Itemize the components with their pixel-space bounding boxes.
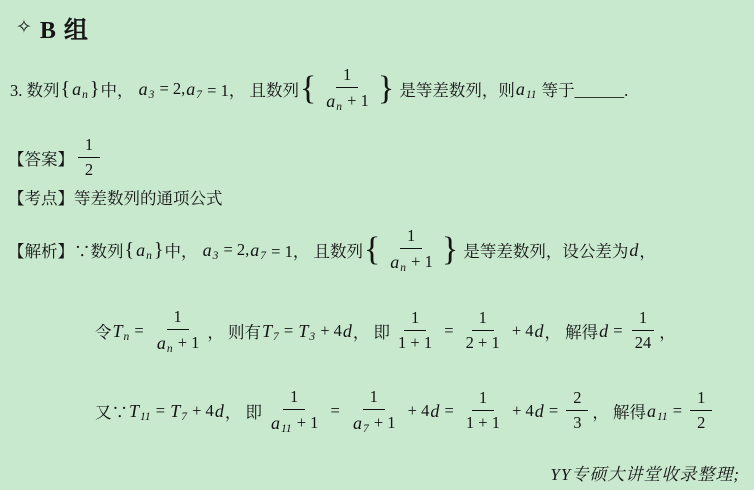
fraction bbox=[690, 388, 712, 433]
text-run: 1 bbox=[478, 308, 487, 328]
text-run: 又∵ bbox=[95, 403, 128, 422]
fraction bbox=[462, 388, 504, 433]
text-run: = bbox=[279, 321, 298, 340]
math-subscript: n bbox=[400, 262, 407, 275]
text-run: 2 + 1 bbox=[465, 333, 500, 352]
math-variable: a bbox=[515, 78, 525, 99]
math-subscript: 3 bbox=[309, 331, 316, 343]
fraction-numerator bbox=[472, 388, 494, 411]
fraction-numerator bbox=[78, 135, 100, 158]
fraction bbox=[566, 388, 588, 433]
math-variable: a bbox=[352, 413, 362, 434]
math-subscript: 11 bbox=[140, 411, 151, 423]
math-variable: a bbox=[72, 78, 82, 99]
math-variable: a bbox=[138, 78, 148, 99]
text-run: 3 bbox=[573, 413, 582, 432]
math-subscript: n bbox=[123, 331, 130, 343]
fraction-denominator bbox=[321, 88, 373, 113]
fraction-numerator bbox=[400, 226, 422, 249]
brace-glyph: } bbox=[153, 238, 164, 261]
math-subscript: n bbox=[146, 250, 152, 262]
text-run: + 4 bbox=[403, 401, 430, 420]
text-run: = bbox=[609, 321, 627, 340]
fraction bbox=[152, 307, 204, 354]
text-run: 1 bbox=[290, 387, 299, 407]
fraction-numerator bbox=[566, 388, 588, 411]
analysis-line bbox=[8, 215, 656, 285]
math-variable: d bbox=[629, 239, 639, 260]
fraction bbox=[321, 65, 373, 112]
math-variable: T bbox=[298, 320, 309, 341]
problem-statement bbox=[10, 54, 628, 124]
text-run: + 4 bbox=[188, 401, 214, 420]
fraction bbox=[462, 308, 504, 353]
math-variable: d bbox=[534, 400, 544, 421]
text-run: ， 解得 bbox=[592, 403, 646, 422]
fraction-denominator bbox=[81, 158, 97, 181]
fraction bbox=[385, 226, 437, 273]
math-variable: d bbox=[430, 400, 440, 421]
text-run: = bbox=[440, 401, 458, 420]
text-run: 是等差数列，设公差为 bbox=[459, 242, 629, 261]
text-run: + 1 bbox=[407, 252, 433, 271]
math-subscript: 7 bbox=[260, 250, 267, 262]
math-variable: T bbox=[112, 320, 123, 341]
watermark-text: YY专硕大讲堂收录整理; bbox=[550, 465, 740, 484]
fraction-denominator bbox=[569, 411, 585, 434]
text-run: = bbox=[130, 321, 148, 340]
text-run: + 1 bbox=[173, 333, 200, 352]
fraction-numerator bbox=[632, 308, 654, 331]
text-run: 1 bbox=[697, 388, 706, 408]
brace-glyph: { bbox=[124, 238, 135, 261]
math-variable: d bbox=[214, 400, 224, 421]
answer-line bbox=[8, 130, 104, 186]
text-run: 1 bbox=[638, 308, 648, 328]
math-subscript: n bbox=[336, 101, 343, 114]
fraction bbox=[78, 135, 100, 180]
text-run: ， 则有 bbox=[207, 323, 262, 342]
text-run: ， 即 bbox=[352, 323, 391, 342]
math-variable: T bbox=[262, 320, 273, 341]
solution-step-2 bbox=[95, 376, 716, 446]
fraction bbox=[631, 308, 656, 353]
text-run: 1 + 1 bbox=[465, 413, 500, 432]
math-variable: a bbox=[390, 252, 400, 273]
concept-line bbox=[8, 184, 223, 210]
fraction-denominator bbox=[385, 249, 437, 274]
text-run: 1 bbox=[369, 387, 378, 407]
math-variable: T bbox=[170, 400, 181, 421]
solution-step-1 bbox=[95, 296, 676, 366]
fraction-denominator bbox=[462, 411, 504, 434]
text-run: ， 解得 bbox=[544, 323, 599, 342]
math-variable: d bbox=[599, 320, 609, 341]
text-run: 1 bbox=[342, 65, 352, 85]
math-subscript: 11 bbox=[656, 411, 668, 423]
text-run: 1 bbox=[173, 307, 182, 327]
fraction-numerator bbox=[167, 307, 189, 330]
brace-glyph: { bbox=[60, 77, 71, 100]
text-run: = 2, bbox=[155, 79, 186, 98]
math-subscript: 3 bbox=[148, 89, 155, 101]
big-brace-glyph: { bbox=[299, 70, 317, 107]
text-run: ， bbox=[659, 323, 676, 342]
text-run: 中， bbox=[100, 81, 138, 100]
text-run: + 4 bbox=[316, 321, 342, 340]
text-run: = 1， 且数列 bbox=[267, 242, 363, 261]
brace-glyph: } bbox=[89, 77, 100, 100]
fraction-numerator bbox=[283, 387, 305, 410]
fraction-denominator bbox=[462, 331, 504, 354]
math-variable: a bbox=[646, 400, 656, 421]
fraction-denominator bbox=[266, 410, 322, 435]
text-run: ， 即 bbox=[224, 403, 262, 422]
fraction-denominator bbox=[394, 331, 436, 354]
concept-label: 【考点】 bbox=[8, 189, 74, 208]
fraction-denominator bbox=[152, 330, 204, 355]
fraction bbox=[394, 308, 436, 353]
text-run: = bbox=[151, 401, 170, 420]
fraction-denominator bbox=[348, 410, 400, 435]
text-run: 24 bbox=[634, 333, 652, 352]
math-variable: T bbox=[129, 400, 140, 421]
text-run: 1 + 1 bbox=[398, 333, 433, 352]
text-run: ， bbox=[639, 242, 656, 261]
text-run: 1 bbox=[478, 388, 488, 408]
math-subscript: n bbox=[82, 89, 88, 101]
text-run: + 4 bbox=[507, 401, 534, 420]
text-run: 1 bbox=[410, 308, 420, 328]
math-subscript: 3 bbox=[212, 250, 219, 262]
math-subscript: 7 bbox=[181, 411, 187, 423]
text-run: + 1 bbox=[292, 413, 319, 432]
fraction-numerator bbox=[404, 308, 426, 331]
math-variable: d bbox=[534, 320, 544, 341]
big-brace-glyph: } bbox=[441, 231, 459, 268]
math-variable: d bbox=[342, 320, 352, 341]
math-subscript: 11 bbox=[280, 423, 292, 436]
math-subscript: 7 bbox=[273, 331, 279, 343]
fraction bbox=[266, 387, 322, 434]
math-variable: a bbox=[270, 413, 280, 434]
fraction-denominator bbox=[631, 331, 656, 354]
fraction-numerator bbox=[690, 388, 712, 411]
fraction-numerator bbox=[336, 65, 358, 88]
text-run: 1 bbox=[406, 226, 416, 246]
fraction-denominator bbox=[693, 411, 709, 434]
text-run: = bbox=[668, 401, 687, 420]
text-run: 1 bbox=[84, 135, 94, 155]
math-variable: a bbox=[136, 239, 146, 260]
problem-number-and-text: 3. 数列 bbox=[10, 81, 60, 100]
math-variable: a bbox=[250, 239, 260, 260]
math-subscript: 7 bbox=[196, 89, 203, 101]
big-brace-glyph: } bbox=[377, 70, 395, 107]
text-run: + 1 bbox=[343, 91, 369, 110]
fraction-numerator bbox=[472, 308, 494, 331]
text-run: + 1 bbox=[369, 413, 396, 432]
diamond-icon: ✧ bbox=[16, 17, 33, 38]
text-run: = bbox=[544, 401, 563, 420]
text-run: 2 bbox=[697, 413, 706, 432]
text-run: 令 bbox=[95, 323, 112, 342]
section-title: B 组 bbox=[39, 18, 89, 44]
text-run: 中， bbox=[164, 242, 202, 261]
text-run: 等于______. bbox=[537, 81, 629, 100]
big-brace-glyph: { bbox=[363, 231, 381, 268]
math-variable: a bbox=[202, 239, 212, 260]
text-run: 2 bbox=[573, 388, 582, 408]
text-run: 是等差数列，则 bbox=[395, 81, 515, 100]
text-run: ∵数列 bbox=[74, 242, 124, 261]
text-run: = bbox=[326, 401, 344, 420]
text-run: = bbox=[440, 321, 458, 340]
math-subscript: n bbox=[166, 343, 173, 356]
text-run: + 4 bbox=[507, 321, 534, 340]
text-run: 2 bbox=[84, 160, 94, 179]
section-header bbox=[16, 10, 89, 45]
concept-text: 等差数列的通项公式 bbox=[74, 189, 223, 208]
math-variable: a bbox=[156, 333, 166, 354]
fraction bbox=[348, 387, 400, 434]
math-subscript: 11 bbox=[525, 89, 537, 101]
fraction-numerator bbox=[363, 387, 385, 410]
math-variable: a bbox=[326, 91, 336, 112]
text-run: = 1， 且数列 bbox=[203, 81, 299, 100]
math-variable: a bbox=[186, 78, 196, 99]
answer-label: 【答案】 bbox=[8, 150, 74, 169]
math-subscript: 7 bbox=[362, 423, 369, 436]
analysis-label: 【解析】 bbox=[8, 242, 74, 261]
text-run: = 2, bbox=[219, 240, 250, 259]
